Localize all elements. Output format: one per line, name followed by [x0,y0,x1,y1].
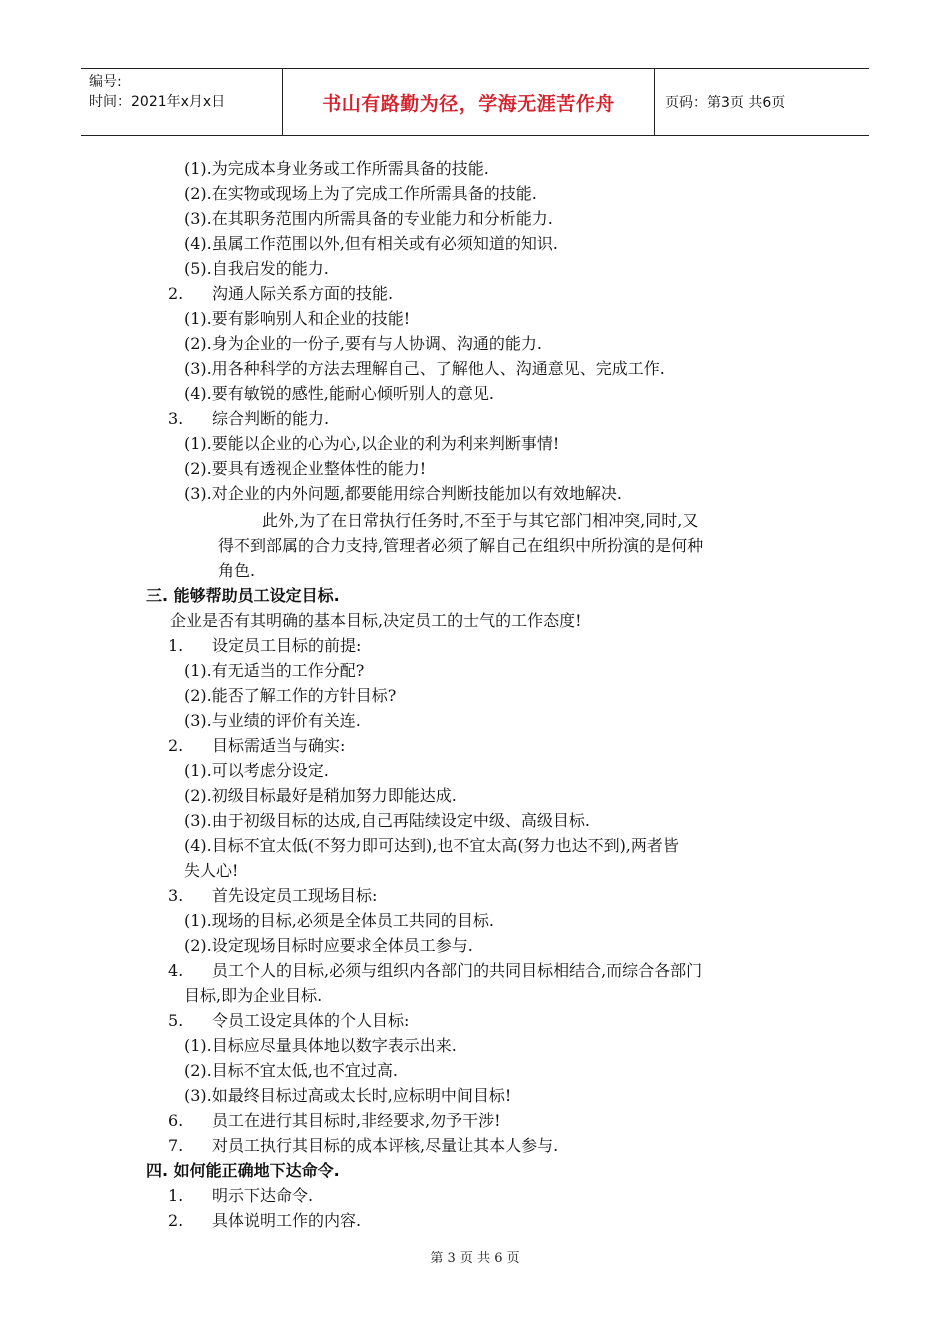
item-number: 1. [168,1186,184,1205]
numbered-item [168,960,702,982]
paragraph-line: 企业是否有其明确的基本目标,决定员工的士气的工作态度! [170,611,582,630]
numbered-item [168,408,329,430]
section-heading: 三. 能够帮助员工设定目标. [146,586,340,605]
list-item: (5).自我启发的能力. [184,259,329,278]
list-item: (1).要能以企业的心为心,以企业的利为利来判断事情! [184,434,560,453]
item-text: 对员工执行其目标的成本评核,尽量让其本人参与. [212,1136,559,1155]
item-number: 1. [168,636,184,655]
numbered-item [168,1010,409,1032]
list-item: (2).能否了解工作的方针目标? [184,686,397,705]
item-text: 首先设定员工现场目标: [212,886,378,905]
item-text: 综合判断的能力. [212,409,330,428]
numbered-item [168,735,345,757]
numbered-item [168,283,393,305]
header-motto: 书山有路勤为径，学海无涯苦作舟 [283,69,655,135]
page-footer: 第 3 页 共 6 页 [430,1251,520,1266]
item-number: 2. [168,1211,184,1230]
paragraph-line: 角色. [218,561,256,580]
list-item: (2).设定现场目标时应要求全体员工参与. [184,936,473,955]
item-text: 员工个人的目标,必须与组织内各部门的共同目标相结合,而综合各部门 [212,961,703,980]
item-number: 2. [168,284,184,303]
paragraph-line: 此外,为了在日常执行任务时,不至于与其它部门相冲突,同时,又 [262,511,699,530]
item-number: 7. [168,1136,184,1155]
list-item: (2).身为企业的一份子,要有与人协调、沟通的能力. [184,334,542,353]
list-item: (1).有无适当的工作分配? [184,661,365,680]
list-item-continuation: 失人心! [184,861,239,880]
list-item: (3).在其职务范围内所需具备的专业能力和分析能力. [184,209,553,228]
list-item: (4).目标不宜太低(不努力即可达到),也不宜太高(努力也达不到),两者皆 [184,836,679,855]
item-text: 明示下达命令. [212,1186,314,1205]
document-date: 时间：2021年x月x日 [89,94,226,110]
list-item: (3).用各种科学的方法去理解自己、了解他人、沟通意见、完成工作. [184,359,665,378]
list-item: (2).目标不宜太低,也不宜过高. [184,1061,398,1080]
list-item: (4).要有敏锐的感性,能耐心倾听别人的意见. [184,384,494,403]
item-number: 5. [168,1011,184,1030]
list-item: (2).初级目标最好是稍加努力即能达成. [184,786,457,805]
section-heading: 四. 如何能正确地下达命令. [146,1161,340,1180]
list-item: (1).目标应尽量具体地以数字表示出来. [184,1036,457,1055]
list-item: (2).在实物或现场上为了完成工作所需具备的技能. [184,184,537,203]
numbered-item [168,1210,361,1232]
numbered-item [168,1110,501,1132]
numbered-item [168,885,377,907]
header-meta [81,69,283,135]
list-item: (1).可以考虑分设定. [184,761,329,780]
list-item: (3).如最终目标过高或太长时,应标明中间目标! [184,1086,512,1105]
list-item: (3).由于初级目标的达成,自己再陆续设定中级、高级目标. [184,811,590,830]
numbered-item [168,1185,313,1207]
item-number: 6. [168,1111,184,1130]
page-header [81,68,869,136]
list-item: (1).现场的目标,必须是全体员工共同的目标. [184,911,494,930]
document-number-label: 编号: [89,74,122,90]
list-item: (2).要具有透视企业整体性的能力! [184,459,427,478]
numbered-item [168,635,361,657]
list-item: (1).为完成本身业务或工作所需具备的技能. [184,159,489,178]
item-text: 沟通人际关系方面的技能. [212,284,394,303]
list-item: (3).对企业的内外问题,都要能用综合判断技能加以有效地解决. [184,484,622,503]
item-text: 目标需适当与确实: [212,736,346,755]
list-item-continuation: 目标,即为企业目标. [184,986,323,1005]
item-text: 员工在进行其目标时,非经要求,勿予干涉! [212,1111,501,1130]
list-item: (4).虽属工作范围以外,但有相关或有必须知道的知识. [184,234,558,253]
list-item: (1).要有影响别人和企业的技能! [184,309,411,328]
item-number: 3. [168,886,184,905]
item-number: 2. [168,736,184,755]
item-text: 具体说明工作的内容. [212,1211,362,1230]
numbered-item [168,1135,558,1157]
item-number: 3. [168,409,184,428]
header-page-info: 页码：第3页 共6页 [665,95,786,111]
item-number: 4. [168,961,184,980]
item-text: 令员工设定具体的个人目标: [212,1011,410,1030]
list-item: (3).与业绩的评价有关连. [184,711,361,730]
item-text: 设定员工目标的前提: [212,636,362,655]
paragraph-line: 得不到部属的合力支持,管理者必须了解自己在组织中所扮演的是何种 [218,536,704,555]
